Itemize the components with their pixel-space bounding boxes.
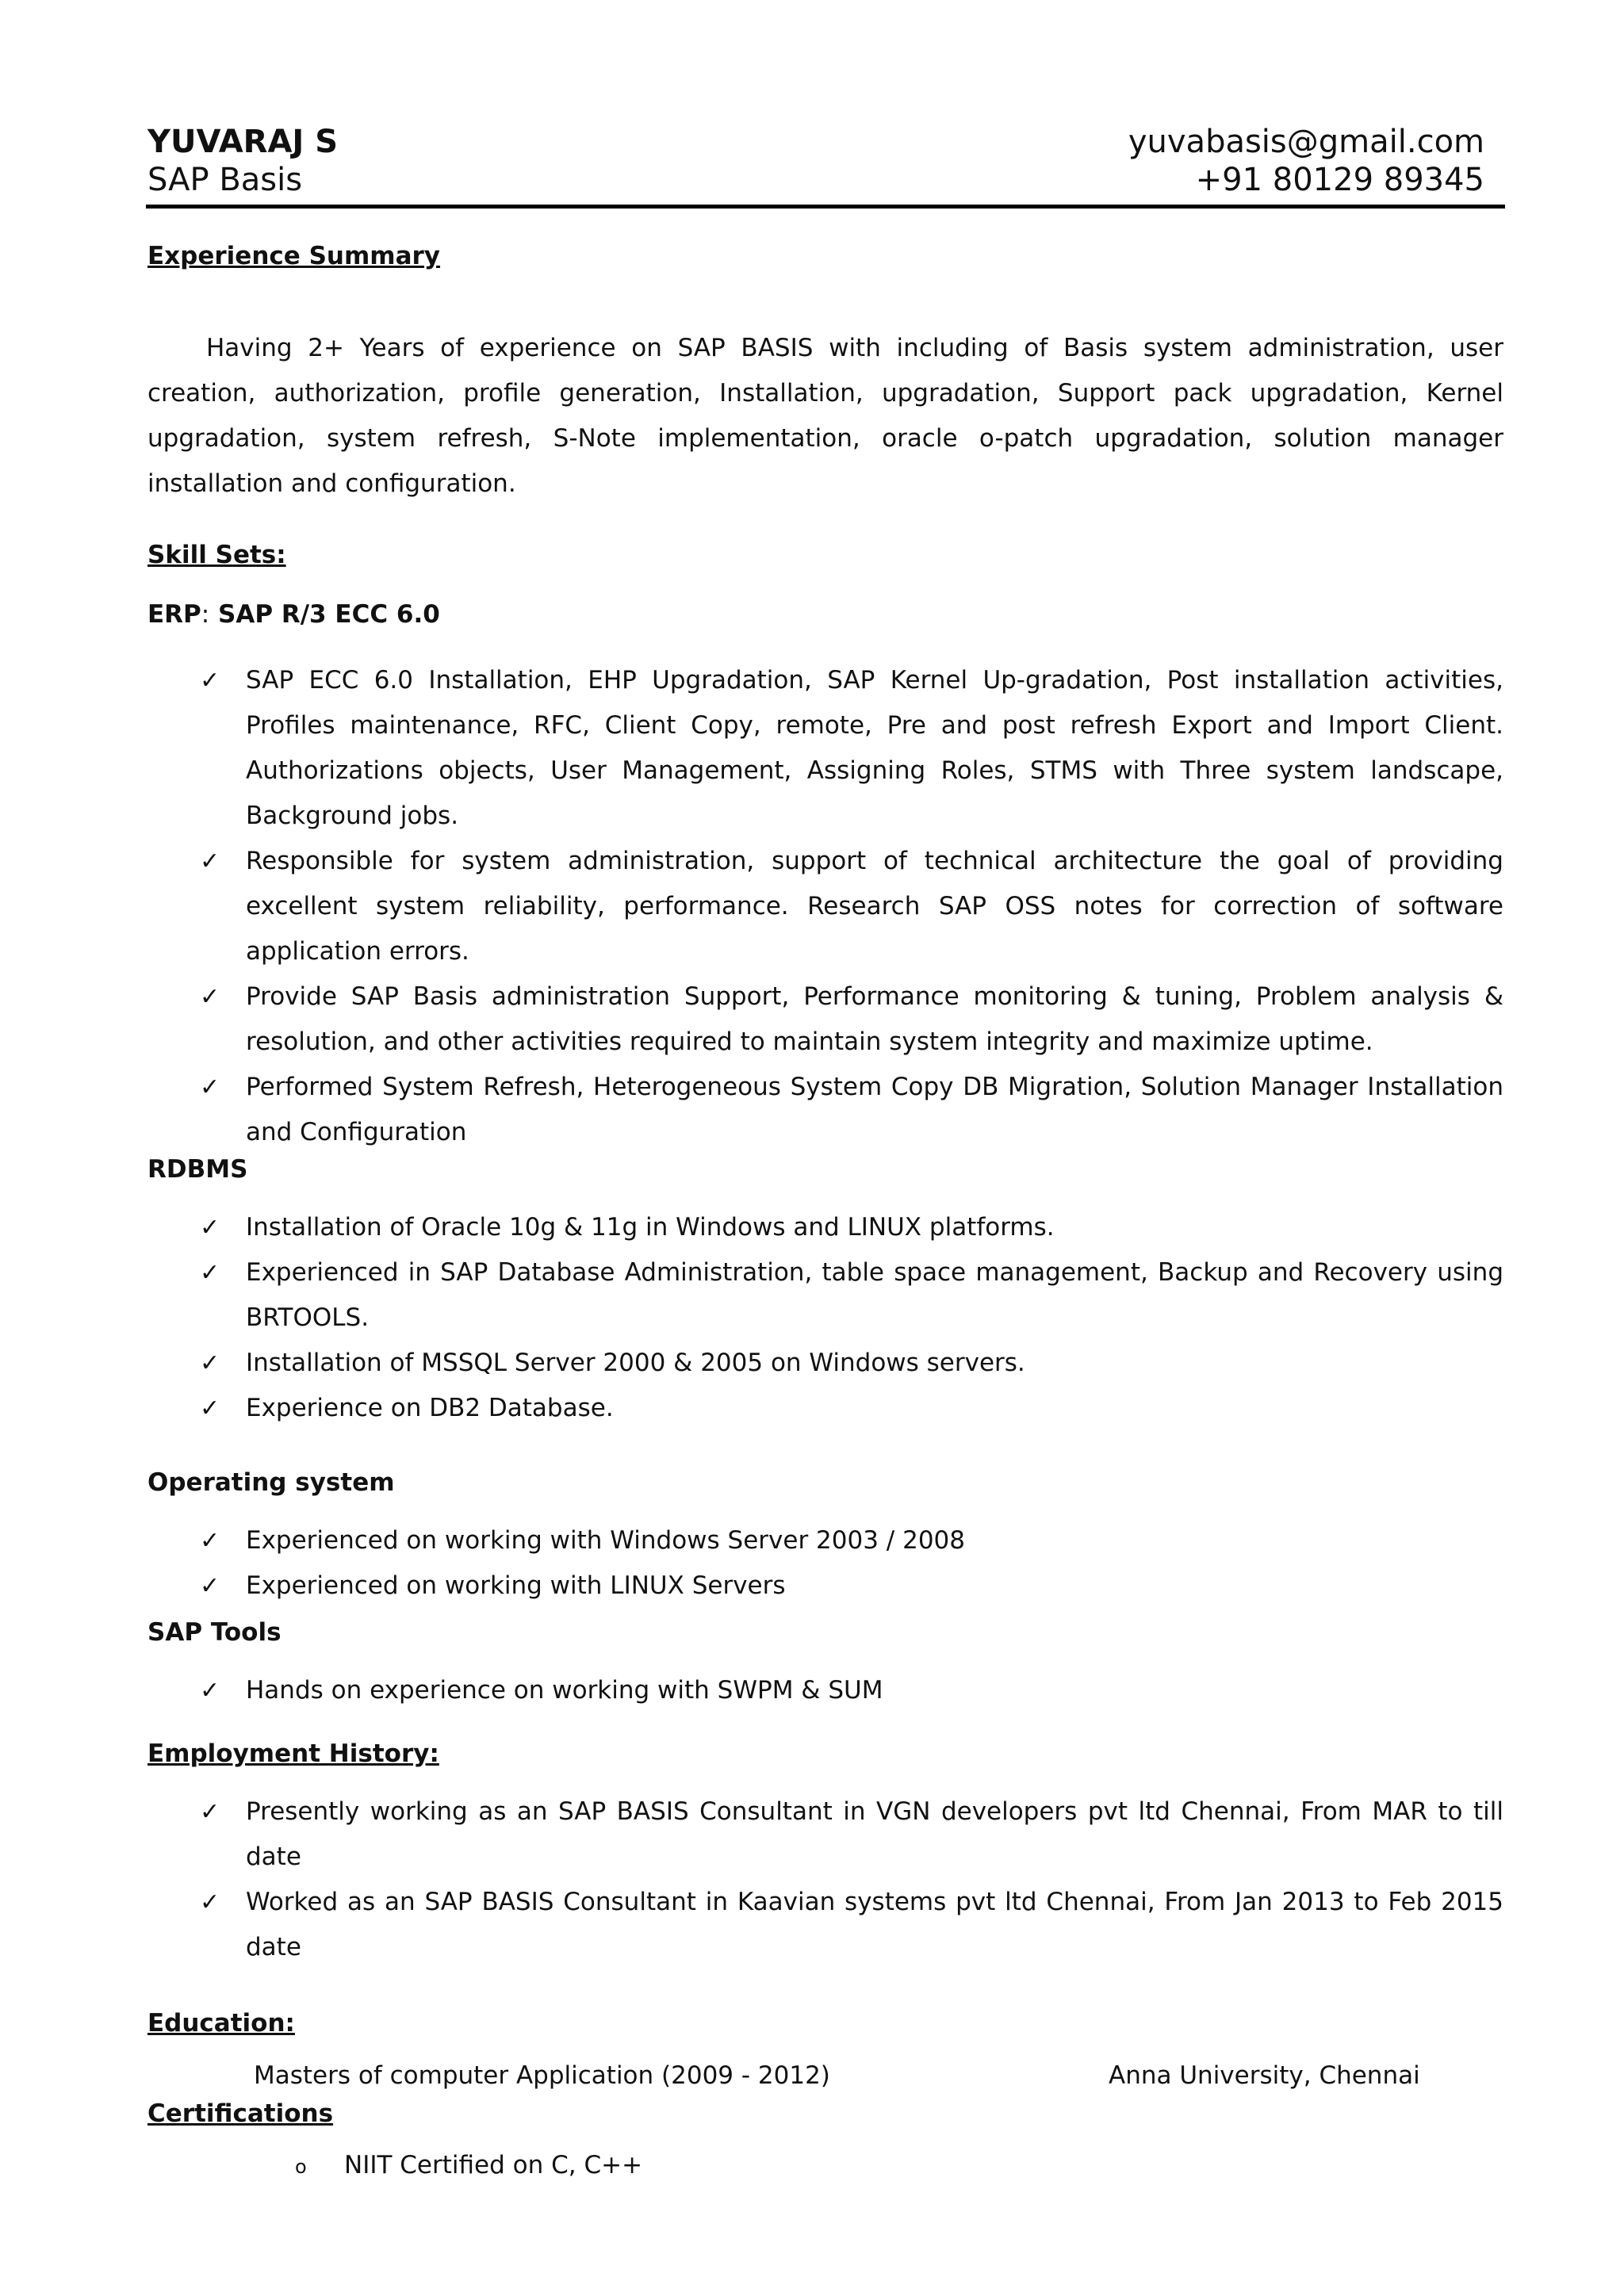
- check-icon: ✓: [200, 1572, 220, 1600]
- operating-system-heading: Operating system: [147, 1468, 395, 1497]
- erp-value: SAP R/3 ECC 6.0: [218, 600, 440, 629]
- employment-list: [147, 1789, 1503, 1970]
- list-item: ✓ Installation of Oracle 10g & 11g in Windows and LINUX platforms.: [147, 1205, 1503, 1250]
- sap-tools-heading: SAP Tools: [147, 1618, 282, 1647]
- education-heading: Education:: [147, 2009, 295, 2038]
- check-icon: ✓: [200, 1888, 220, 1916]
- list-item: ✓ Responsible for system administration, support of technical architecture the goal of providing excellent system reliability, performance. Research SAP OSS notes for correction of software application errors.: [147, 839, 1503, 974]
- header-divider: [146, 205, 1505, 209]
- check-icon: ✓: [200, 848, 220, 875]
- list-item: NIIT Certified on C, C++: [344, 2151, 643, 2179]
- phone-number: +91 80129 89345: [1195, 162, 1484, 198]
- skill-sets-heading: Skill Sets:: [147, 541, 286, 569]
- list-item: ✓ Worked as an SAP BASIS Consultant in Kaavian systems pvt ltd Chennai, From Jan 2013 to Feb 2015 date: [147, 1880, 1503, 1970]
- candidate-role: SAP Basis: [147, 162, 303, 198]
- list-item: ✓ Presently working as an SAP BASIS Consultant in VGN developers pvt ltd Chennai, From MAR to till date: [147, 1789, 1503, 1880]
- employment-history-heading: Employment History:: [147, 1739, 439, 1768]
- experience-summary-text: Having 2+ Years of experience on SAP BASIS with including of Basis system administration, user creation, authorization, profile generation, Installation, upgradation, Support pack upgradation, Kernel upgradation, system refresh, S-Note implementation, oracle o-patch upgradation, solution manager installation and configuration.: [147, 334, 1503, 498]
- list-item: ✓ Performed System Refresh, Heterogeneous System Copy DB Migration, Solution Manager Installation and Configuration: [147, 1065, 1503, 1155]
- education-degree: Masters of computer Application (2009 - 2012): [254, 2061, 830, 2090]
- list-item: ✓ Experienced on working with Windows Server 2003 / 2008: [147, 1518, 1503, 1563]
- rdbms-heading: RDBMS: [147, 1155, 248, 1184]
- list-item: ✓ Experienced on working with LINUX Servers: [147, 1563, 1503, 1609]
- erp-label: ERP: [147, 600, 201, 629]
- check-icon: ✓: [200, 1395, 220, 1422]
- certifications-heading: Certifications: [147, 2099, 334, 2128]
- check-icon: ✓: [200, 1527, 220, 1555]
- check-icon: ✓: [200, 983, 220, 1011]
- education-university: Anna University, Chennai: [1109, 2061, 1420, 2090]
- check-icon: ✓: [200, 1259, 220, 1287]
- erp-skill-list: [147, 658, 1503, 1155]
- sap-tools-list: [147, 1668, 1503, 1713]
- erp-line: [147, 600, 440, 629]
- list-item: ✓ Experienced in SAP Database Administration, table space management, Backup and Recovery using BRTOOLS.: [147, 1250, 1503, 1341]
- email-address: yuvabasis@gmail.com: [1128, 124, 1484, 160]
- check-icon: ✓: [200, 1798, 220, 1826]
- erp-separator: :: [201, 600, 210, 629]
- circle-bullet-icon: o: [295, 2156, 307, 2178]
- check-icon: ✓: [200, 1073, 220, 1101]
- check-icon: ✓: [200, 1677, 220, 1705]
- list-item: ✓ SAP ECC 6.0 Installation, EHP Upgradation, SAP Kernel Up-gradation, Post installation activities, Profiles maintenance, RFC, Client Copy, remote, Pre and post refresh Export and Import Client. Authorizations objects, User Management, Assigning Roles, STMS with Three system landscape, Background jobs.: [147, 658, 1503, 839]
- os-skill-list: [147, 1518, 1503, 1609]
- list-item: ✓ Experience on DB2 Database.: [147, 1386, 1503, 1431]
- check-icon: ✓: [200, 667, 220, 695]
- check-icon: ✓: [200, 1349, 220, 1377]
- check-icon: ✓: [200, 1214, 220, 1242]
- list-item: ✓ Hands on experience on working with SWPM & SUM: [147, 1668, 1503, 1713]
- list-item: ✓ Provide SAP Basis administration Support, Performance monitoring & tuning, Problem analysis & resolution, and other activities required to maintain system integrity and maximize uptime.: [147, 974, 1503, 1065]
- experience-summary-heading: Experience Summary: [147, 242, 441, 270]
- candidate-name: YUVARAJ S: [147, 124, 339, 160]
- rdbms-skill-list: [147, 1205, 1503, 1431]
- list-item: ✓ Installation of MSSQL Server 2000 & 2005 on Windows servers.: [147, 1341, 1503, 1386]
